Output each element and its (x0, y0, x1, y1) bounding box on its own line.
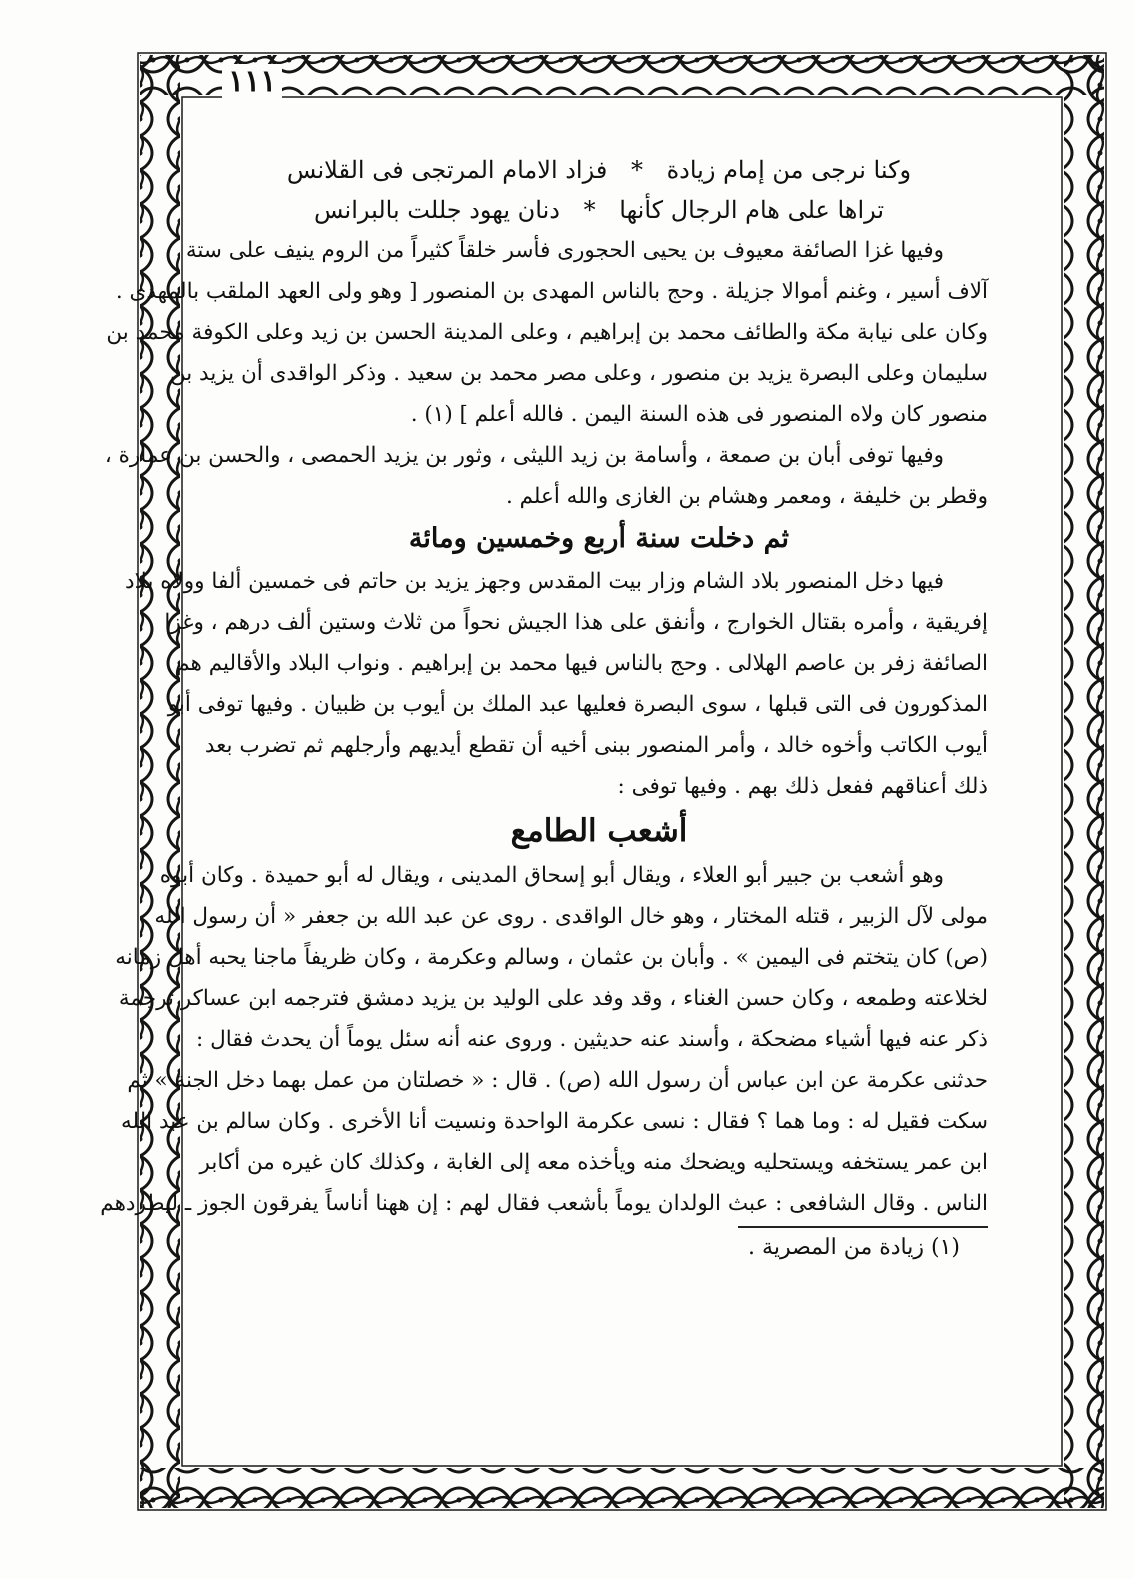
footnote: (١) زيادة من المصرية . (748, 1235, 960, 1260)
text-line: سكت فقيل له : وما هما ؟ فقال : نسى عكرمة الواحدة ونسيت أنا الأخرى . وكان سالم بن عبد الله (120, 1109, 988, 1134)
page-number: ١١١ (222, 64, 282, 99)
text-line: سليمان وعلى البصرة يزيد بن منصور ، وعلى مصر محمد بن سعيد . وذكر الواقدى أن يزيد بن (169, 361, 988, 386)
text-line: ذكر عنه فيها أشياء مضحكة ، وأسند عنه حديثين . وروى عنه أنه سئل يوماً أن يحدث فقال : (196, 1027, 988, 1052)
text-line: ذلك أعناقهم ففعل ذلك بهم . وفيها توفى : (617, 774, 988, 799)
poem-verse (210, 190, 988, 230)
text-line: لخلاعته وطمعه ، وكان حسن الغناء ، وقد وفد على الوليد بن يزيد دمشق فترجمه ابن عساكر ترجمة (118, 986, 988, 1011)
biography-heading: أشعب الطامع (510, 813, 688, 849)
text-line: الناس . وقال الشافعى : عبث الولدان يوماً بأشعب فقال لهم : إن ههنا أناساً يفرقون الجوز ـ ليطردهم (100, 1191, 988, 1216)
verse-hemistich: دنان يهود جللت بالبرانس (313, 196, 560, 224)
verse-hemistich: تراها على هام الرجال كأنها (619, 196, 885, 224)
text-line: وكان على نيابة مكة والطائف محمد بن إبراهيم ، وعلى المدينة الحسن بن زيد وعلى الكوفة محمد بن (106, 320, 988, 345)
verse-separator: * (630, 156, 643, 184)
section-heading: ثم دخلت سنة أربع وخمسين ومائة (408, 523, 790, 554)
text-line: المذكورون فى التى قبلها ، سوى البصرة فعليها عبد الملك بن أيوب بن ظبيان . وفيها توفى أبو (167, 692, 988, 717)
verse-hemistich: فزاد الامام المرتجى فى القلانس (286, 156, 608, 184)
text-line: (ص) كان يتختم فى اليمين » . وأبان بن عثمان ، وسالم وعكرمة ، وكان ظريفاً ماجنا يحبه أهل زمانه (115, 945, 988, 970)
poem-verse (210, 150, 988, 190)
page-content (100, 150, 988, 1268)
text-line: وفيها توفى أبان بن صمعة ، وأسامة بن زيد الليثى ، وثور بن يزيد الحمصى ، والحسن بن عمارة ، (104, 443, 944, 468)
text-line: الصائفة زفر بن عاصم الهلالى . وحج بالناس فيها محمد بن إبراهيم . ونواب البلاد والأقاليم هم (176, 651, 988, 676)
text-line: حدثنى عكرمة عن ابن عباس أن رسول الله (ص) . قال : « خصلتان من عمل بهما دخل الجنة » ثم (127, 1068, 988, 1093)
text-line: فيها دخل المنصور بلاد الشام وزار بيت المقدس وجهز يزيد بن حاتم فى خمسين ألفا وولاه بلاد (125, 569, 944, 594)
text-line: وفيها غزا الصائفة معيوف بن يحيى الحجورى فأسر خلقاً كثيراً من الروم ينيف على ستة (185, 238, 944, 263)
text-line: ابن عمر يستخفه ويستحليه ويضحك منه ويأخذه معه إلى الغابة ، وكذلك كان غيره من أكابر (199, 1150, 988, 1175)
text-line: أيوب الكاتب وأخوه خالد ، وأمر المنصور ببنى أخيه أن تقطع أيديهم وأرجلهم ثم تضرب بعد (204, 733, 988, 758)
text-line: وقطر بن خليفة ، ومعمر وهشام بن الغازى والله أعلم . (505, 484, 988, 509)
verse-separator: * (583, 196, 596, 224)
text-line: منصور كان ولاه المنصور فى هذه السنة اليمن . فالله أعلم ] (١) . (410, 402, 988, 427)
verse-hemistich: وكنا نرجى من إمام زيادة (666, 156, 912, 184)
text-line: آلاف أسير ، وغنم أموالا جزيلة . وحج بالناس المهدى بن المنصور [ وهو ولى العهد الملقب بالمهدى . (115, 279, 988, 304)
text-line: مولى لآل الزبير ، قتله المختار ، وهو خال الواقدى . روى عن عبد الله بن جعفر « أن رسول الله (154, 904, 988, 929)
text-line: وهو أشعب بن جبير أبو العلاء ، ويقال أبو إسحاق المدينى ، ويقال له أبو حميدة . وكان أبوه (159, 863, 944, 888)
text-line: إفريقية ، وأمره بقتال الخوارج ، وأنفق على هذا الجيش نحواً من ثلاث وستين ألف درهم ، وغزا (164, 610, 988, 635)
